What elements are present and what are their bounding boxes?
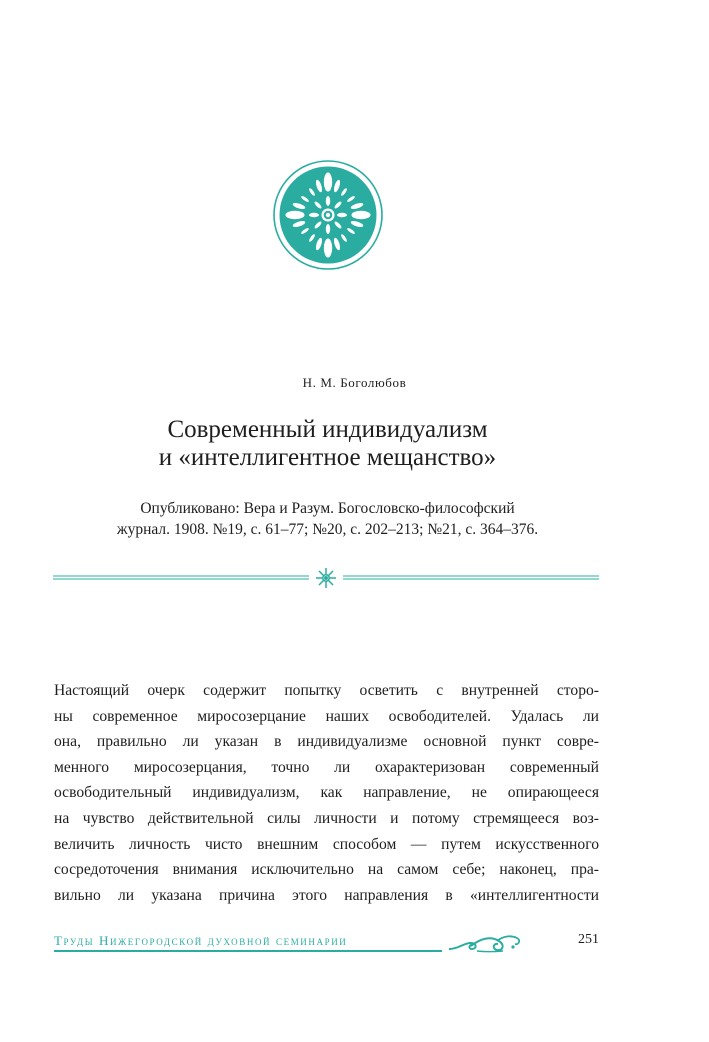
publication-info	[0, 498, 655, 540]
body-line: вильно ли указана причина этого направления в «интеллигентности	[54, 886, 599, 904]
rosette-emblem-icon	[273, 160, 383, 270]
body-line: на чувство действительной силы личности и потому стремящееся воз-	[54, 809, 599, 827]
article-title	[0, 416, 655, 472]
body-line: освободительный индивидуализм, как направление, не опирающееся	[54, 784, 599, 802]
page-number: 251	[578, 932, 599, 947]
body-text	[54, 678, 599, 908]
body-line: менного миросозерцания, точно ли охарактеризован современный	[54, 758, 599, 776]
section-divider	[53, 566, 599, 590]
title-line: и «интеллигентное мещанство»	[158, 444, 497, 471]
body-line: величить личность чисто внешним способом — путем искусственного	[54, 835, 599, 853]
running-title: Труды Нижегородской духовной семинарии	[54, 933, 348, 948]
body-line: Настоящий очерк содержит попытку осветить с внутренней сторо-	[54, 682, 599, 699]
body-line: сосредоточения внимания исключительно на самом себе; наконец, пра-	[54, 861, 599, 879]
wave-scroll-icon	[447, 932, 523, 954]
author-name: Н. М. Боголюбов	[302, 375, 407, 390]
publication-line: Опубликовано: Вера и Разум. Богословско-философский	[140, 500, 515, 517]
title-line: Современный индивидуализм	[167, 416, 488, 443]
publication-line: журнал. 1908. №19, с. 61–77; №20, с. 202–213; №21, с. 364–376.	[116, 521, 539, 538]
body-line: она, правильно ли указан в индивидуализме основной пункт совре-	[54, 733, 599, 751]
footer-rule	[54, 950, 442, 952]
snowflake-ornament-icon	[316, 568, 336, 588]
body-line: ны современное миросозерцание наших освободителей. Удалась ли	[54, 707, 599, 725]
